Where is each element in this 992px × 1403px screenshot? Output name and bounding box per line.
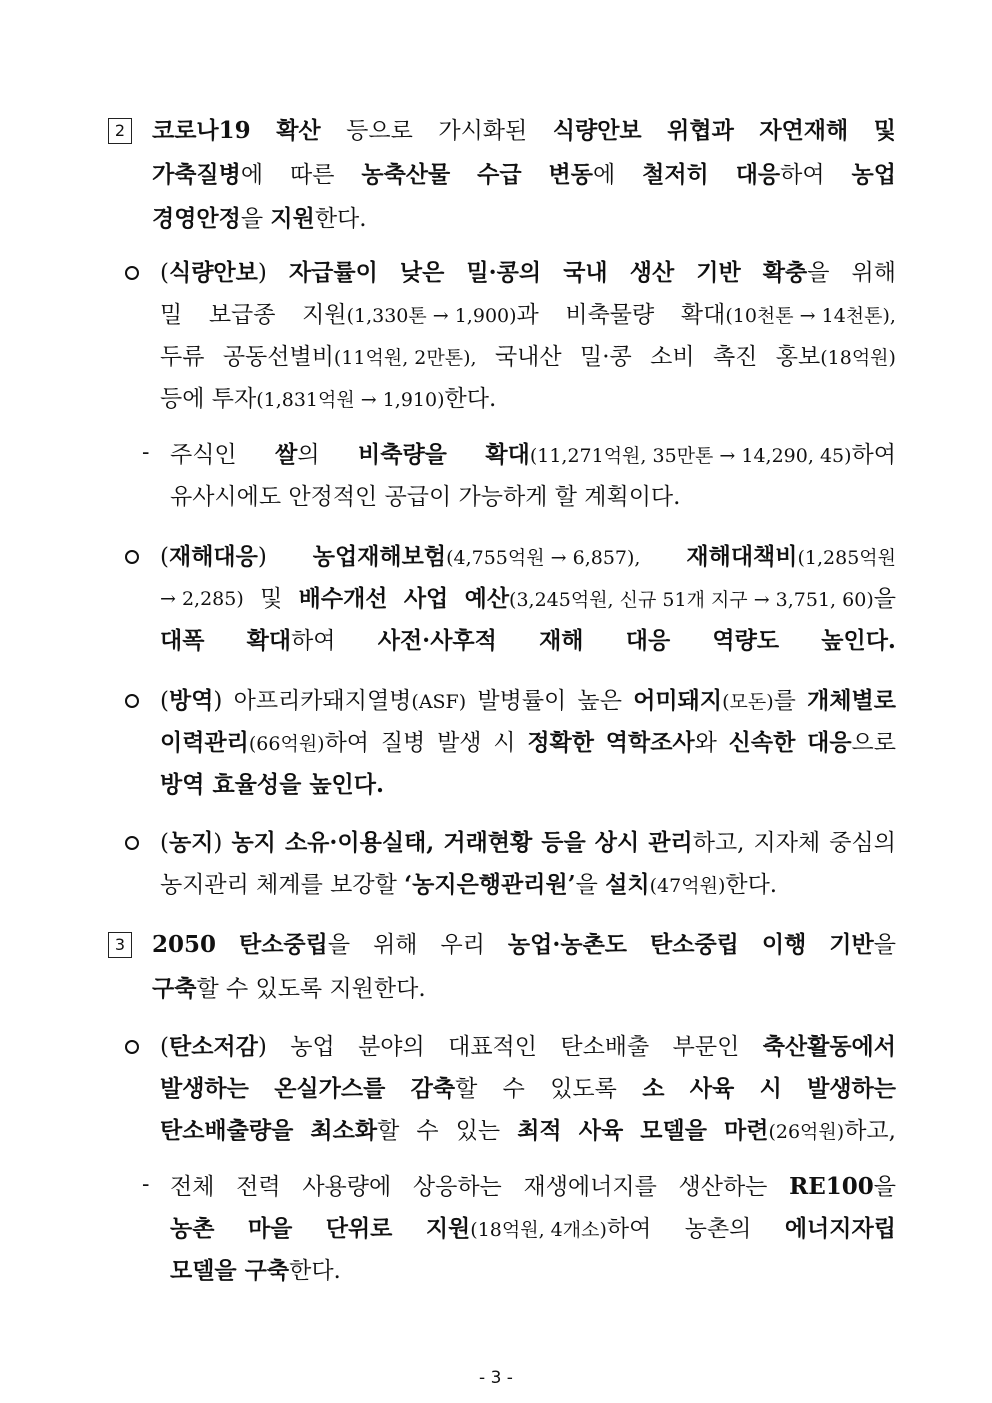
section3-line-2: 구축할 수 있도록 지원한다. bbox=[152, 975, 426, 1002]
section-number-box: 3 bbox=[108, 932, 132, 958]
bullet1-sub-line-2: 유사시에도 안정적인 공급이 가능하게 할 계획이다. bbox=[170, 484, 681, 510]
bullet3-line-1: (방역) 아프리카돼지열병(ASF) 발병률이 높은 어미돼지(모돈)를 개체별로 bbox=[160, 687, 896, 714]
bullet2-line-3: 대폭 확대하여 사전·사후적 재해 대응 역량도 높인다. bbox=[160, 627, 896, 654]
bullet5-line-1: (탄소저감) 농업 분야의 대표적인 탄소배출 부문인 축산활동에서 bbox=[160, 1033, 896, 1060]
bullet5-sub-line-1: 전체 전력 사용량에 상응하는 재생에너지를 생산하는 RE100을 bbox=[170, 1173, 896, 1200]
section2-line-2: 가축질병에 따른 농축산물 수급 변동에 철저히 대응하여 농업 bbox=[152, 161, 896, 188]
bullet5-line-3: 탄소배출량을 최소화할 수 있는 최적 사육 모델을 마련(26억원)하고, bbox=[160, 1117, 896, 1144]
bullet1-line-4: 등에 투자(1,831억원 → 1,910)한다. bbox=[160, 386, 497, 412]
bullet3-line-3: 방역 효율성을 높인다. bbox=[160, 771, 384, 798]
sub-bullet-dash: - bbox=[142, 440, 150, 465]
bullet2-line-2: → 2,285) 및 배수개선 사업 예산(3,245억원, 신규 51개 지구 → 3,751, 60)을 bbox=[160, 585, 896, 612]
sub-bullet-dash: - bbox=[142, 1172, 150, 1197]
bullet5-sub-line-2: 농촌 마을 단위로 지원(18억원, 4개소)하여 농촌의 에너지자립 bbox=[170, 1215, 896, 1242]
bullet3-line-2: 이력관리(66억원)하여 질병 발생 시 정확한 역학조사와 신속한 대응으로 bbox=[160, 729, 896, 756]
section2-line-1: 코로나19 확산 등으로 가시화된 식량안보 위협과 자연재해 및 bbox=[152, 117, 896, 144]
section-number-box: 2 bbox=[108, 118, 132, 144]
bullet1-line-3: 두류 공동선별비(11억원, 2만톤), 국내산 밀·콩 소비 촉진 홍보(18억원) bbox=[160, 344, 896, 370]
bullet1-sub-line-1: 주식인 쌀의 비축량을 확대(11,271억원, 35만톤 → 14,290, 45)하여 bbox=[170, 441, 896, 468]
page-number: - 3 - bbox=[479, 1368, 513, 1388]
bullet1-line-2: 밀 보급종 지원(1,330톤 → 1,900)과 비축물량 확대(10천톤 → 14천톤), bbox=[160, 302, 896, 328]
bullet1-line-1: (식량안보) 자급률이 낮은 밀·콩의 국내 생산 기반 확충을 위해 bbox=[160, 259, 896, 286]
bullet5-sub-line-3: 모델을 구축한다. bbox=[170, 1257, 341, 1284]
bullet2-line-1: (재해대응) 농업재해보험(4,755억원 → 6,857), 재해대책비(1,285억원 bbox=[160, 543, 896, 570]
bullet4-line-2: 농지관리 체계를 보강할 ‘농지은행관리원’을 설치(47억원)한다. bbox=[160, 871, 778, 898]
bullet4-line-1: (농지) 농지 소유·이용실태, 거래현황 등을 상시 관리하고, 지자체 중심의 bbox=[160, 829, 896, 856]
section2-line-3: 경영안정을 지원한다. bbox=[152, 205, 367, 232]
bullet5-line-2: 발생하는 온실가스를 감축할 수 있도록 소 사육 시 발생하는 bbox=[160, 1075, 896, 1102]
section3-line-1: 2050 탄소중립을 위해 우리 농업·농촌도 탄소중립 이행 기반을 bbox=[152, 931, 896, 958]
